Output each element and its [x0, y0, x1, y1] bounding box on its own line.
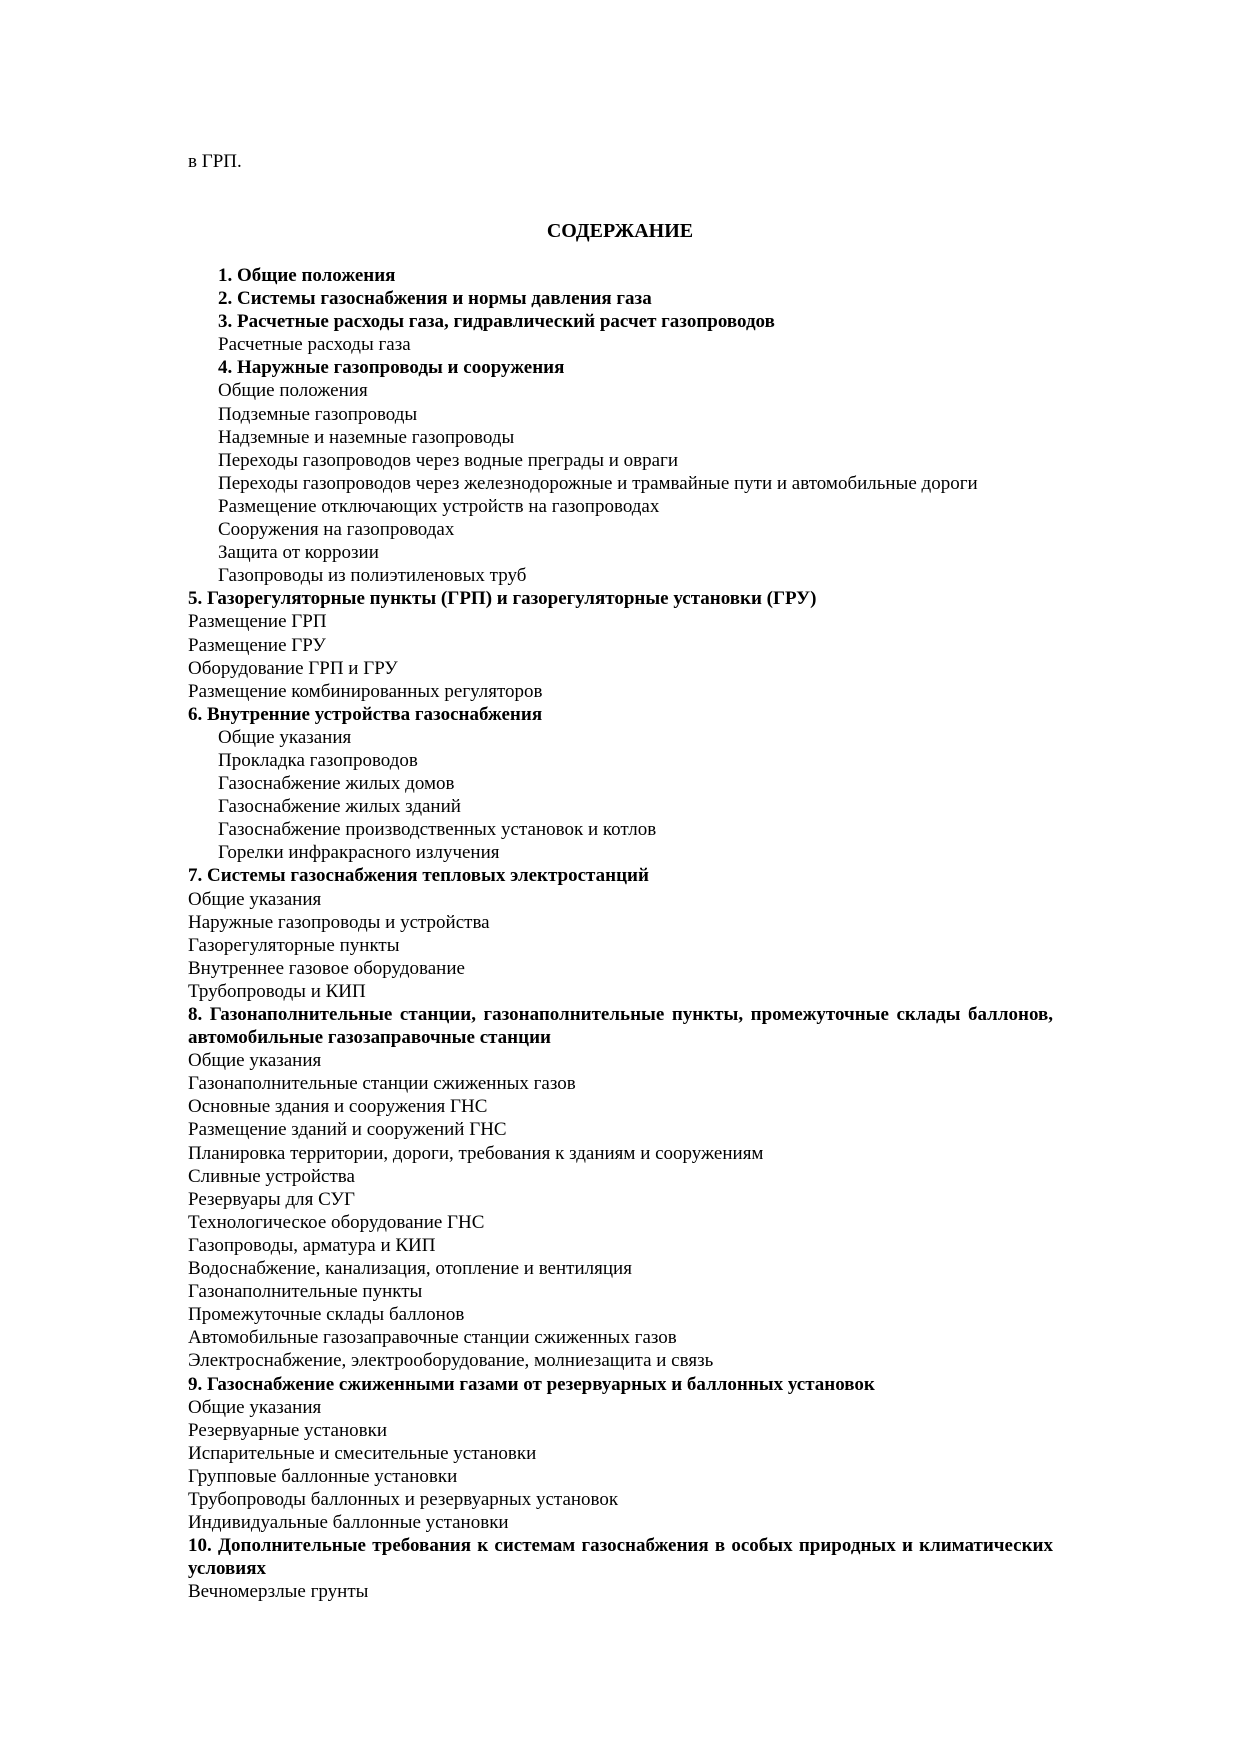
toc-entry: Общие положения	[218, 380, 368, 402]
toc-entry: Внутреннее газовое оборудование	[188, 957, 465, 979]
toc-entry: Оборудование ГРП и ГРУ	[188, 657, 398, 679]
toc-entry: Переходы газопроводов через водные преграды и овраги	[218, 449, 678, 471]
toc-entry: Водоснабжение, канализация, отопление и вентиляция	[188, 1258, 632, 1280]
toc-entry: Общие указания	[218, 726, 352, 748]
page-title: СОДЕРЖАНИЕ	[546, 220, 694, 242]
toc-entry: Газонаполнительные пункты	[188, 1281, 423, 1303]
toc-entry: Групповые баллонные установки	[188, 1465, 458, 1487]
table-of-contents	[188, 264, 1053, 1603]
toc-section-heading: 2. Системы газоснабжения и нормы давления газа	[218, 288, 652, 310]
toc-entry: Прокладка газопроводов	[218, 749, 418, 771]
toc-section-heading: 7. Системы газоснабжения тепловых электростанций	[188, 865, 649, 887]
toc-entry: Размещение комбинированных регуляторов	[188, 680, 543, 702]
toc-entry: Подземные газопроводы	[218, 403, 418, 425]
toc-section-heading: 6. Внутренние устройства газоснабжения	[188, 703, 543, 725]
toc-entry: Защита от коррозии	[218, 542, 379, 564]
toc-entry: Автомобильные газозаправочные станции сжиженных газов	[188, 1327, 677, 1349]
toc-entry: Надземные и наземные газопроводы	[218, 426, 515, 448]
lead-text: в ГРП.	[188, 151, 242, 172]
toc-entry: Размещение отключающих устройств на газопроводах	[218, 495, 660, 517]
toc-entry: Сооружения на газопроводах	[218, 519, 455, 541]
toc-entry: Размещение ГРП	[188, 611, 327, 633]
toc-entry: Промежуточные склады баллонов	[188, 1304, 465, 1326]
toc-entry: Трубопроводы баллонных и резервуарных установок	[188, 1488, 619, 1510]
toc-section-heading: 10. Дополнительные требования к системам газоснабжения в особых природных и климатических условиях	[188, 1535, 1053, 1580]
toc-entry: Переходы газопроводов через железнодорожные и трамвайные пути и автомобильные дороги	[218, 472, 978, 494]
toc-entry: Размещение ГРУ	[188, 634, 326, 656]
toc-entry: Горелки инфракрасного излучения	[218, 842, 500, 864]
toc-entry: Расчетные расходы газа	[218, 334, 411, 356]
toc-section-heading: 5. Газорегуляторные пункты (ГРП) и газорегуляторные установки (ГРУ)	[188, 588, 817, 610]
toc-entry: Газоснабжение производственных установок и котлов	[218, 819, 657, 841]
toc-section-heading: 8. Газонаполнительные станции, газонаполнительные пункты, промежуточные склады баллонов, автомобильные газозаправочные станции	[188, 1004, 1053, 1049]
toc-section-heading: 4. Наружные газопроводы и сооружения	[218, 357, 565, 379]
toc-entry: Планировка территории, дороги, требования к зданиям и сооружениям	[188, 1142, 764, 1164]
toc-entry: Общие указания	[188, 1396, 322, 1418]
toc-entry: Газоснабжение жилых домов	[218, 773, 455, 795]
toc-entry: Испарительные и смесительные установки	[188, 1442, 537, 1464]
toc-section-heading: 1. Общие положения	[218, 265, 396, 286]
toc-entry: Газоснабжение жилых зданий	[218, 796, 461, 818]
toc-entry: Резервуарные установки	[188, 1419, 387, 1441]
toc-entry: Размещение зданий и сооружений ГНС	[188, 1119, 507, 1141]
toc-entry: Газорегуляторные пункты	[188, 934, 400, 956]
toc-entry: Электроснабжение, электрооборудование, молниезащита и связь	[188, 1350, 714, 1372]
toc-entry: Газонаполнительные станции сжиженных газов	[188, 1073, 576, 1095]
toc-entry: Наружные газопроводы и устройства	[188, 911, 490, 933]
toc-section-heading: 3. Расчетные расходы газа, гидравлический расчет газопроводов	[218, 311, 775, 333]
toc-entry: Общие указания	[188, 888, 322, 910]
toc-entry: Трубопроводы и КИП	[188, 980, 366, 1002]
toc-entry: Сливные устройства	[188, 1165, 355, 1187]
toc-entry: Резервуары для СУГ	[188, 1188, 355, 1210]
toc-entry: Общие указания	[188, 1050, 322, 1072]
toc-entry: Газопроводы из полиэтиленовых труб	[218, 565, 527, 587]
toc-section-heading: 9. Газоснабжение сжиженными газами от резервуарных и баллонных установок	[188, 1373, 875, 1395]
toc-entry: Технологическое оборудование ГНС	[188, 1211, 485, 1233]
toc-entry: Вечномерзлые грунты	[188, 1581, 369, 1603]
toc-entry: Индивидуальные баллонные установки	[188, 1512, 509, 1534]
toc-entry: Газопроводы, арматура и КИП	[188, 1234, 436, 1256]
toc-entry: Основные здания и сооружения ГНС	[188, 1096, 488, 1118]
